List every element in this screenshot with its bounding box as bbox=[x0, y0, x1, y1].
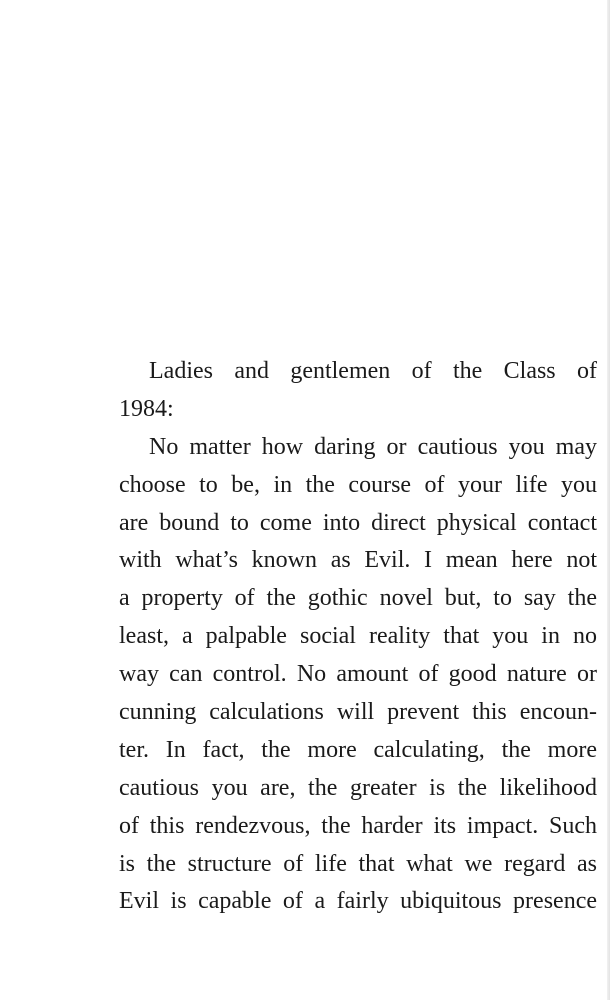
text-line: are bound to come into direct physical contact bbox=[119, 509, 597, 536]
text-line: cunning calculations will prevent this encoun- bbox=[119, 699, 597, 726]
text-line: 1984: bbox=[119, 395, 174, 422]
text-line: Ladies and gentlemen of the Class of bbox=[149, 358, 597, 384]
text-line: with what’s known as Evil. I mean here not bbox=[119, 547, 597, 574]
text-line: way can control. No amount of good nature or bbox=[119, 661, 597, 688]
text-line: a property of the gothic novel but, to say the bbox=[119, 585, 597, 612]
text-line: choose to be, in the course of your life you bbox=[119, 471, 597, 498]
text-line: is the structure of life that what we regard as bbox=[119, 850, 597, 877]
text-line: of this rendezvous, the harder its impact. Such bbox=[119, 812, 597, 839]
body-text bbox=[119, 353, 597, 921]
text-line: Evil is capable of a fairly ubiquitous presence bbox=[119, 888, 597, 915]
text-line: least, a palpable social reality that you in no bbox=[119, 623, 597, 650]
text-line: cautious you are, the greater is the likelihood bbox=[119, 774, 597, 801]
text-line: ter. In fact, the more calculating, the more bbox=[119, 736, 597, 763]
text-line: No matter how daring or cautious you may bbox=[149, 433, 597, 460]
